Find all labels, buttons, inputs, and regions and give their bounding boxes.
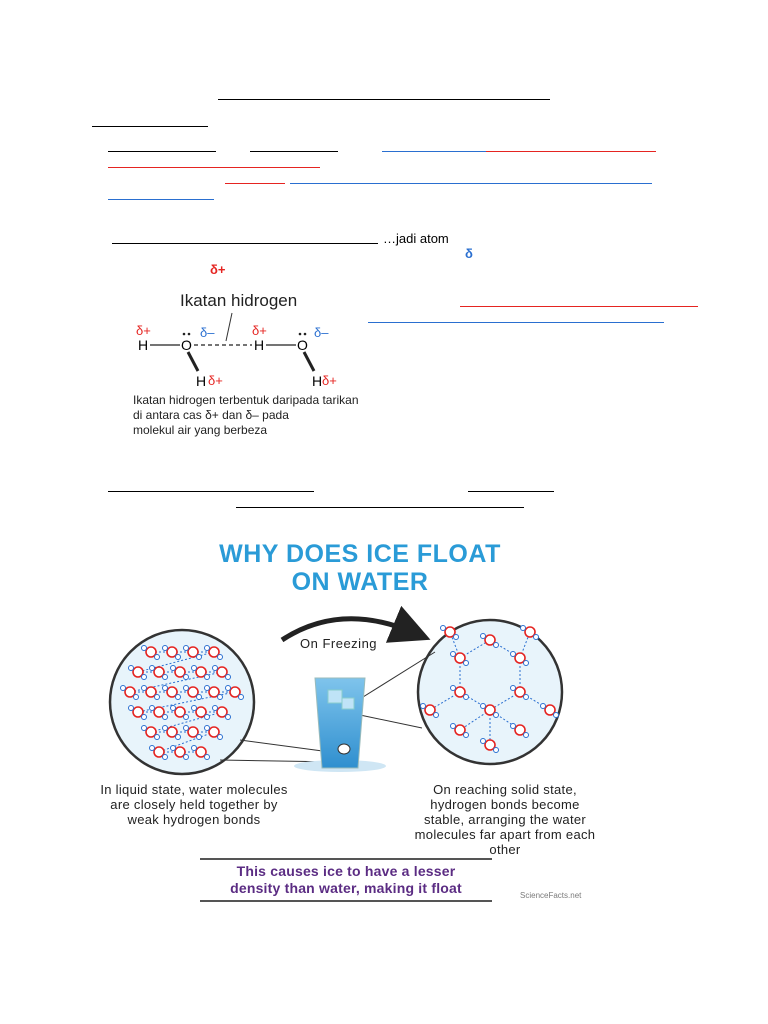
hydrogen-atom	[205, 675, 210, 680]
hydrogen-atom	[205, 755, 210, 760]
hydrogen-atom	[142, 675, 147, 680]
hydrogen-atom	[226, 715, 231, 720]
hydrogen-atom	[142, 686, 147, 691]
hydrogen-atom	[226, 675, 231, 680]
freezing-label: On Freezing	[300, 636, 378, 651]
hydrogen-atom	[150, 666, 155, 671]
hydrogen-atom	[150, 706, 155, 711]
hydrogen-atom	[192, 666, 197, 671]
hydrogen-atom	[494, 713, 499, 718]
hydrogen-atom	[494, 643, 499, 648]
caption-text: pada	[262, 408, 289, 422]
hydrogen-atom	[150, 746, 155, 751]
diagram-title: Ikatan hidrogen	[180, 291, 298, 310]
hydrogen-atom	[218, 695, 223, 700]
ice-cube	[342, 698, 354, 709]
hydrogen-atom	[205, 715, 210, 720]
delta-minus-label: δ–	[314, 325, 329, 340]
hydrogen-atom	[163, 686, 168, 691]
redacted-line-red	[486, 151, 656, 152]
hydrogen-atom	[226, 686, 231, 691]
delta-plus-label: δ+	[136, 323, 151, 338]
redacted-line	[236, 507, 524, 508]
delta-plus-label: δ+	[252, 323, 267, 338]
redacted-line-red	[108, 167, 320, 168]
hydrogen-atom	[541, 704, 546, 709]
hydrogen-atom	[155, 695, 160, 700]
hydrogen-atom	[142, 726, 147, 731]
hydrogen-atom	[481, 739, 486, 744]
atom-h: H	[312, 373, 323, 389]
atom-o: O	[181, 337, 192, 353]
hydrogen-atom	[163, 675, 168, 680]
hydrogen-atom	[171, 746, 176, 751]
hydrogen-atom	[184, 686, 189, 691]
conclusion-text	[200, 863, 492, 897]
hydrogen-atom	[213, 706, 218, 711]
hydrogen-atom	[464, 661, 469, 666]
hydrogen-atom	[184, 755, 189, 760]
hydrogen-atom	[451, 686, 456, 691]
hydrogen-atom	[129, 666, 134, 671]
hydrogen-atom	[524, 661, 529, 666]
hydrogen-atom	[451, 724, 456, 729]
hydrogen-atom	[184, 646, 189, 651]
conclusion-line: This causes ice to have a lesser	[236, 863, 456, 879]
zoom-line	[360, 715, 422, 728]
hydrogen-atom	[524, 733, 529, 738]
hydrogen-atom	[441, 626, 446, 631]
hydrogen-atom	[454, 635, 459, 640]
hydrogen-atom	[205, 646, 210, 651]
hydrogen-atom	[176, 735, 181, 740]
hydrogen-atom	[176, 695, 181, 700]
hydrogen-atom	[434, 713, 439, 718]
infographic-figure	[100, 540, 620, 780]
delta-plus-label: δ+	[205, 408, 219, 422]
lone-pair-dot	[299, 333, 302, 336]
hydrogen-atom	[554, 713, 559, 718]
hydrogen-atom	[171, 666, 176, 671]
redacted-line	[112, 243, 378, 244]
redacted-line-blue	[368, 322, 664, 323]
hydrogen-atom	[534, 635, 539, 640]
delta-plus-label: δ+	[322, 373, 337, 388]
hydrogen-atom	[464, 695, 469, 700]
hydrogen-atom	[481, 704, 486, 709]
covalent-bond	[304, 352, 314, 371]
atom-o: O	[297, 337, 308, 353]
hydrogen-atom	[494, 748, 499, 753]
caption-line: Ikatan hidrogen terbentuk daripada tarikan	[133, 393, 359, 407]
delta-minus-symbol: δ	[465, 246, 473, 261]
hydrogen-atom	[176, 655, 181, 660]
hydrogen-atom	[464, 733, 469, 738]
redacted-line-red	[225, 183, 285, 184]
zoom-target-ring	[338, 744, 350, 754]
delta-plus-label: δ+	[208, 373, 223, 388]
lone-pair-dot	[304, 333, 307, 336]
caption-line	[133, 408, 388, 423]
hydrogen-atom	[155, 735, 160, 740]
hydrogen-atom	[155, 655, 160, 660]
title-pointer	[226, 313, 232, 341]
hydrogen-bond-diagram	[128, 285, 398, 445]
solid-state-description: On reaching solid state, hydrogen bonds become stable, arranging the water molecules far apart from each other	[414, 782, 596, 857]
hydrogen-atom	[184, 715, 189, 720]
sciencefacts-logo: ScienceFacts.net	[520, 891, 582, 900]
caption-text: dan	[222, 408, 243, 422]
ice-cube	[328, 690, 342, 703]
delta-plus-symbol: δ+	[210, 262, 226, 277]
hydrogen-atom	[163, 715, 168, 720]
hydrogen-atom	[192, 706, 197, 711]
redacted-line-blue	[382, 151, 486, 152]
redacted-line	[250, 151, 338, 152]
hydrogen-atom	[142, 646, 147, 651]
redacted-line-red	[460, 306, 698, 307]
hydrogen-atom	[184, 675, 189, 680]
redacted-title-line	[218, 99, 550, 100]
atom-h: H	[138, 337, 149, 353]
hydrogen-atom	[511, 724, 516, 729]
redacted-line-blue	[108, 199, 214, 200]
title-line: WHY DOES ICE FLOAT	[219, 540, 501, 568]
atom-h: H	[196, 373, 207, 389]
hydrogen-atom	[524, 695, 529, 700]
hydrogen-atom	[239, 695, 244, 700]
redacted-line	[468, 491, 554, 492]
hydrogen-atom	[197, 735, 202, 740]
hydrogen-atom	[142, 715, 147, 720]
hydrogen-atom	[163, 755, 168, 760]
hydrogen-atom	[197, 695, 202, 700]
atom-h: H	[254, 337, 265, 353]
hydrogen-atom	[121, 686, 126, 691]
caption-line: molekul air yang berbeza	[133, 423, 268, 437]
hydrogen-atom	[197, 655, 202, 660]
hydrogen-atom	[421, 704, 426, 709]
diagram-caption	[133, 393, 388, 438]
lone-pair-dot	[188, 333, 191, 336]
covalent-bond	[188, 352, 198, 371]
hydrogen-atom	[451, 652, 456, 657]
redacted-line	[108, 151, 216, 152]
conclusion-line: density than water, making it float	[230, 880, 462, 896]
hydrogen-atom	[205, 686, 210, 691]
hydrogen-atom	[205, 726, 210, 731]
hydrogen-atom	[184, 726, 189, 731]
hydrogen-atom	[163, 646, 168, 651]
conclusion-box	[200, 858, 492, 902]
hydrogen-atom	[192, 746, 197, 751]
hydrogen-atom	[218, 735, 223, 740]
hydrogen-atom	[129, 706, 134, 711]
hydrogen-atom	[511, 686, 516, 691]
jadi-atom-text: …jadi atom	[383, 231, 449, 246]
hydrogen-atom	[218, 655, 223, 660]
hydrogen-atom	[171, 706, 176, 711]
redacted-line-blue	[290, 183, 652, 184]
liquid-state-description: In liquid state, water molecules are closely held together by weak hydrogen bonds	[100, 782, 288, 827]
hydrogen-atom	[511, 652, 516, 657]
redacted-heading-line	[92, 126, 208, 127]
hydrogen-atom	[521, 626, 526, 631]
lone-pair-dot	[183, 333, 186, 336]
title-line: ON WATER	[291, 568, 429, 596]
hydrogen-atom	[213, 666, 218, 671]
delta-minus-label: δ–	[245, 408, 259, 422]
hydrogen-atom	[134, 695, 139, 700]
delta-minus-label: δ–	[200, 325, 215, 340]
caption-text: di antara cas	[133, 408, 202, 422]
ice-float-infographic	[100, 540, 620, 910]
redacted-line	[108, 491, 314, 492]
hydrogen-atom	[163, 726, 168, 731]
hydrogen-atom	[481, 634, 486, 639]
